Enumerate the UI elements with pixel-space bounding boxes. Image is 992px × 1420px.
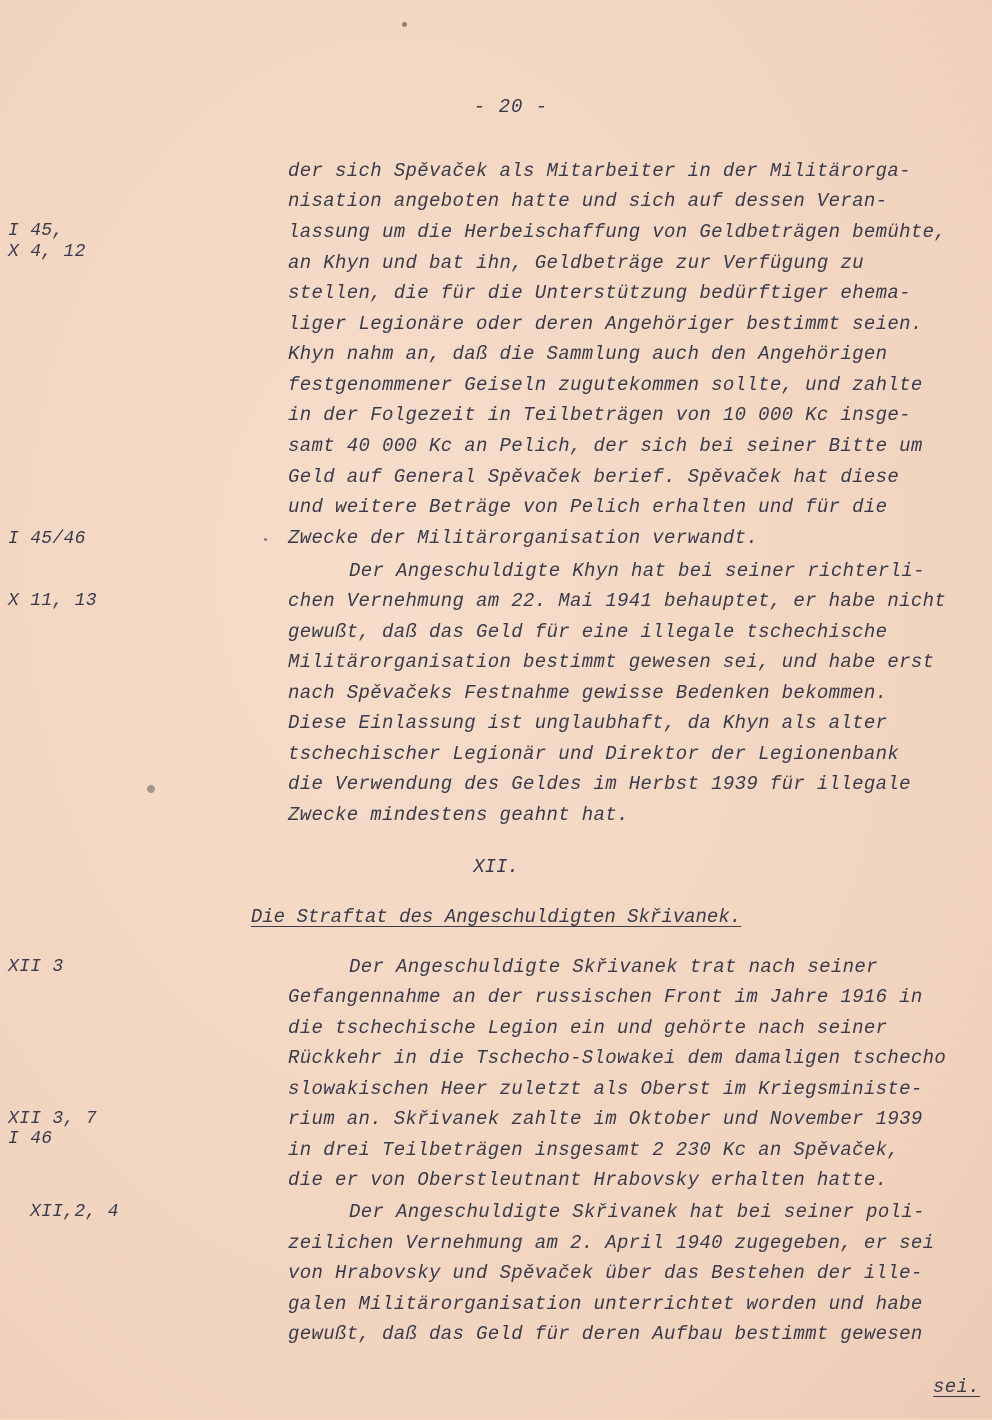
chapter-title: Die Straftat des Angeschuldigten Skřivanek. (250, 906, 742, 928)
text-line: Khyn nahm an, daß die Sammlung auch den Angehörigen (288, 343, 888, 365)
chapter-numeral: XII. (473, 856, 519, 878)
text-line: stellen, die für die Unterstützung bedürftiger ehema- (288, 282, 911, 304)
text-line: slowakischen Heer zuletzt als Oberst im Kriegsministe- (288, 1078, 923, 1100)
text-line: Der Angeschuldigte Skřivanek trat nach seiner (349, 956, 878, 978)
text-line: rium an. Skřivanek zahlte im Oktober und November 1939 (288, 1108, 923, 1130)
text-line: lassung um die Herbeischaffung von Geldbeträgen bemühte, (288, 221, 947, 243)
chapter-title-wrap (0, 906, 992, 928)
text-line: samt 40 000 Kc an Pelich, der sich bei seiner Bitte um (288, 435, 923, 457)
text-line: galen Militärorganisation unterrichtet worden und habe (288, 1293, 923, 1315)
paper-speck (402, 22, 407, 27)
text-line: zeilichen Vernehmung am 2. April 1940 zugegeben, er sei (288, 1232, 935, 1254)
text-line: an Khyn und bat ihn, Geldbeträge zur Verfügung zu (288, 252, 864, 274)
last-line (886, 1354, 980, 1420)
text-line: nisation angeboten hatte und sich auf dessen Veran- (288, 190, 888, 212)
text-line: festgenommener Geiseln zugutekommen sollte, und zahlte (288, 374, 923, 396)
text-line: liger Legionäre oder deren Angehöriger bestimmt seien. (288, 313, 923, 335)
margin-note: I 45, (8, 221, 64, 241)
text-line: gewußt, daß das Geld für deren Aufbau bestimmt gewesen (288, 1323, 923, 1345)
margin-note: XII 3, 7 (8, 1109, 97, 1129)
text-line: der sich Spěvaček als Mitarbeiter in der Militärorga- (288, 160, 911, 182)
last-word: sei. (933, 1376, 981, 1398)
page-number: - 20 - (473, 96, 549, 118)
text-line: Rückkehr in die Tschecho-Slowakei dem damaligen tschecho (288, 1047, 947, 1069)
text-line: und weitere Beträge von Pelich erhalten und für die (288, 496, 888, 518)
text-line: gewußt, daß das Geld für eine illegale tschechische (288, 621, 888, 643)
paper-speck (147, 785, 155, 793)
text-line: von Hrabovsky und Spěvaček über das Bestehen der ille- (288, 1262, 923, 1284)
text-line: chen Vernehmung am 22. Mai 1941 behauptet, er habe nicht (288, 590, 947, 612)
text-line: in der Folgezeit in Teilbeträgen von 10 000 Kc insge- (288, 404, 911, 426)
text-line: tschechischer Legionär und Direktor der Legionenbank (288, 743, 900, 765)
text-line: nach Spěvačeks Festnahme gewisse Bedenken bekommen. (288, 682, 888, 704)
margin-note: XII 3 (8, 957, 64, 977)
text-line: Militärorganisation bestimmt gewesen sei, und habe erst (288, 651, 935, 673)
margin-note: XII,2, 4 (30, 1202, 119, 1222)
text-line: Gefangennahme an der russischen Front im Jahre 1916 in (288, 986, 923, 1008)
text-line: die er von Oberstleutnant Hrabovsky erhalten hatte. (288, 1169, 888, 1191)
margin-note: I 45/46 (8, 529, 86, 549)
margin-note: X 4, 12 (8, 242, 86, 262)
text-line: Der Angeschuldigte Skřivanek hat bei seiner poli- (349, 1201, 925, 1223)
text-line: in drei Teilbeträgen insgesamt 2 230 Kc an Spěvaček, (288, 1139, 900, 1161)
text-line: die Verwendung des Geldes im Herbst 1939 für illegale (288, 773, 911, 795)
margin-note: X 11, 13 (8, 591, 97, 611)
text-line: die tschechische Legion ein und gehörte nach seiner (288, 1017, 888, 1039)
paper-speck (264, 538, 267, 541)
text-line: Der Angeschuldigte Khyn hat bei seiner richterli- (349, 560, 925, 582)
text-line: Zwecke mindestens geahnt hat. (288, 804, 629, 826)
text-line: Geld auf General Spěvaček berief. Spěvaček hat diese (288, 466, 900, 488)
text-line: Diese Einlassung ist unglaubhaft, da Khyn als alter (288, 712, 888, 734)
text-line: Zwecke der Militärorganisation verwandt. (288, 527, 759, 549)
margin-note: I 46 (8, 1129, 53, 1149)
